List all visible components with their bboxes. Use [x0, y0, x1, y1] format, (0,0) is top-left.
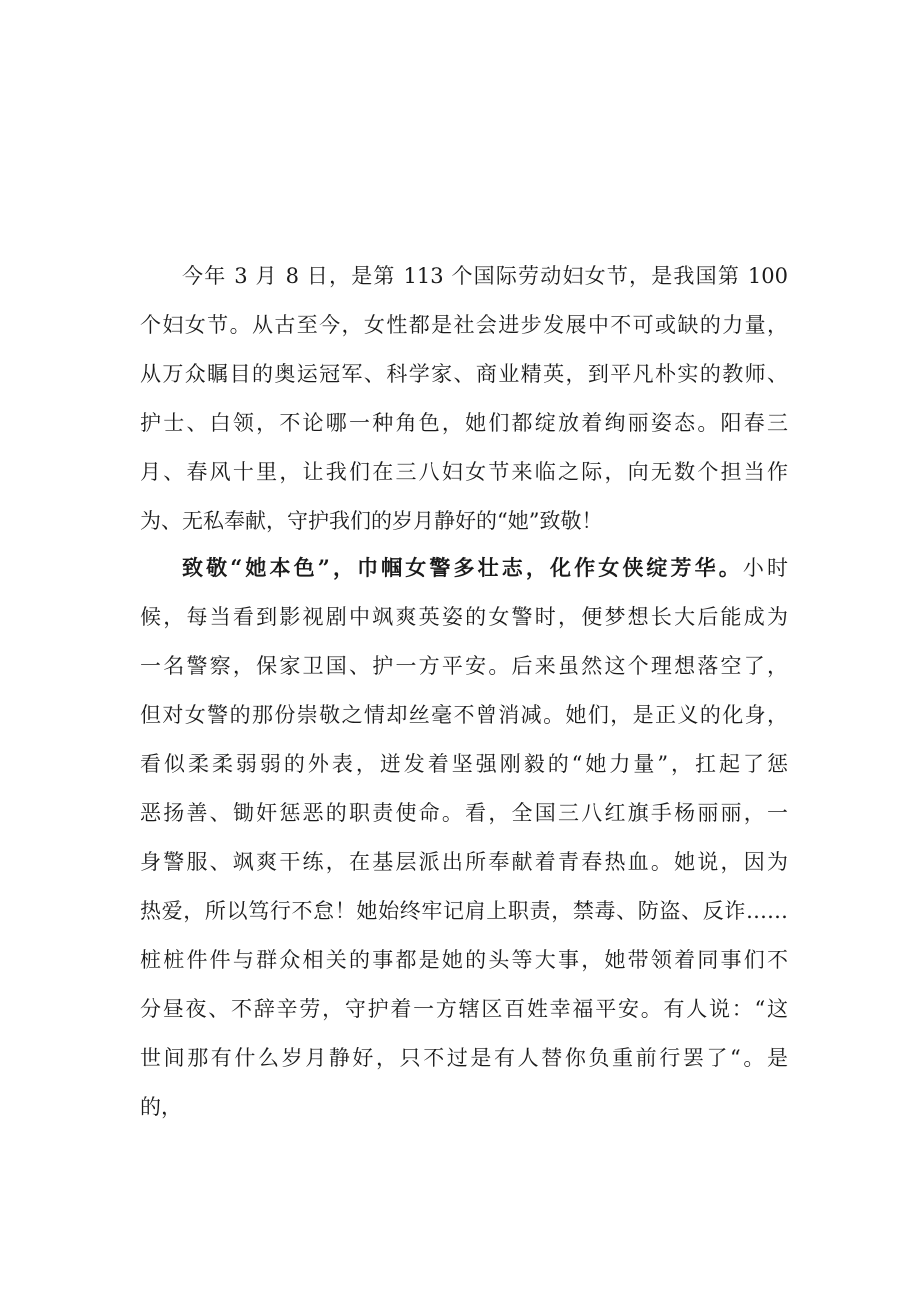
- paragraph-line: 护士、白领，不论哪一种角色，她们都绽放着绚丽姿态。阳春三: [140, 411, 788, 435]
- paragraph-line: 但对女警的那份崇敬之情却丝毫不曾消减。她们，是正义的化身，: [140, 703, 788, 727]
- paragraph-line: 世间那有什么岁月静好，只不过是有人替你负重前行罢了“。是: [140, 1046, 788, 1070]
- paragraph-line: 热爱，所以笃行不怠！她始终牢记肩上职责，禁毒、防盗、反诈……: [140, 899, 788, 923]
- paragraph-line: 分昼夜、不辞辛劳，守护着一方辖区百姓幸福平安。有人说：“这: [140, 997, 788, 1021]
- paragraph-first-line: [140, 552, 788, 601]
- paragraph-line: 桩桩件件与群众相关的事都是她的头等大事，她带领着同事们不: [140, 948, 788, 972]
- paragraph-line: 从万众瞩目的奥运冠军、科学家、商业精英，到平凡朴实的教师、: [140, 362, 788, 386]
- heading-followup-text: 小时: [742, 556, 789, 580]
- section-heading: 致敬“她本色”，巾帼女警多壮志，化作女侠绽芳华。: [182, 555, 743, 580]
- paragraph-line: 的，: [140, 1095, 182, 1119]
- paragraph-line: 月、春风十里，让我们在三八妇女节来临之际，向无数个担当作: [140, 460, 788, 484]
- paragraph-female-police: [140, 552, 788, 1140]
- paragraph-line: 看似柔柔弱弱的外表，迸发着坚强刚毅的“她力量”，扛起了惩: [140, 752, 788, 776]
- paragraph-line: 个妇女节。从古至今，女性都是社会进步发展中不可或缺的力量，: [140, 313, 788, 337]
- paragraph-line: 恶扬善、锄奸惩恶的职责使命。看，全国三八红旗手杨丽丽，一: [140, 801, 788, 825]
- paragraph-line: 候，每当看到影视剧中飒爽英姿的女警时，便梦想长大后能成为: [140, 605, 788, 629]
- paragraph-line: 身警服、飒爽干练，在基层派出所奉献着青春热血。她说，因为: [140, 850, 788, 874]
- paragraph-line: 一名警察，保家卫国、护一方平安。后来虽然这个理想落空了，: [140, 654, 788, 678]
- paragraph-intro: [140, 260, 788, 554]
- paragraph-line: 为、无私奉献，守护我们的岁月静好的“她”致敬！: [140, 509, 603, 533]
- paragraph-line: 今年 3 月 8 日，是第 113 个国际劳动妇女节，是我国第 100: [182, 264, 788, 288]
